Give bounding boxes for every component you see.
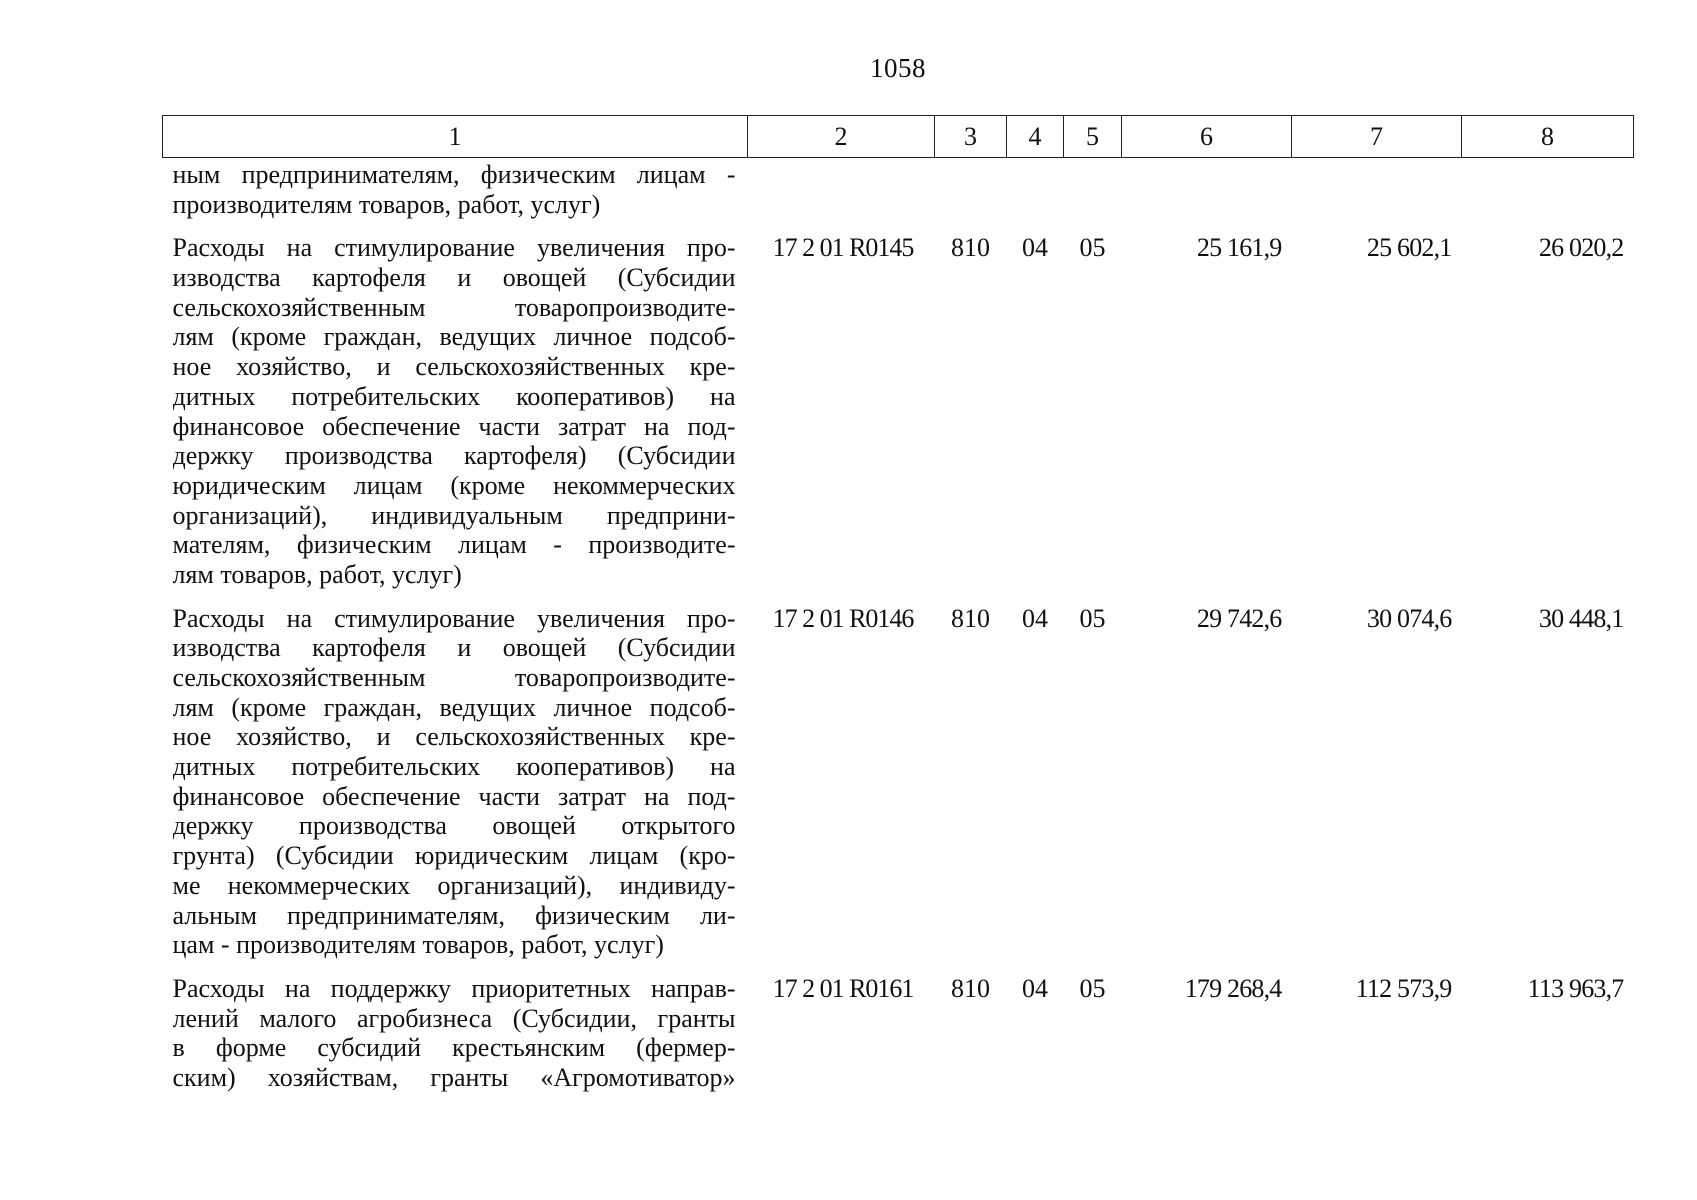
continuation-row xyxy=(163,158,1634,220)
row-description xyxy=(163,960,748,1093)
section-code: 04 xyxy=(1022,603,1048,633)
subsection-code: 05 xyxy=(1079,973,1106,1003)
description-line: ме некоммерческих организаций), индивиду- xyxy=(172,870,736,900)
description-line: изводства картофеля и овощей (Субсидии xyxy=(172,633,736,663)
table-row xyxy=(163,219,1634,589)
amount-col-7: 112 573,9 xyxy=(1355,973,1452,1003)
header-cell-2: 2 xyxy=(748,116,935,158)
description-line: сельскохозяйственным товаропроизводите- xyxy=(172,292,736,322)
expense-type-code: 810 xyxy=(951,233,990,263)
description-line: мателям, физическим лицам - производите- xyxy=(172,530,736,560)
description-line: Расходы на стимулирование увеличения про- xyxy=(172,233,736,263)
target-article-code: 17 2 01 R0161 xyxy=(772,973,914,1003)
amount-col-8: 113 963,7 xyxy=(1527,973,1624,1003)
header-cell-8: 8 xyxy=(1462,116,1634,158)
amount-col-7: 30 074,6 xyxy=(1366,603,1452,633)
description-line: ским) хозяйствам, гранты «Агромотиватор» xyxy=(172,1062,736,1092)
continuation-description xyxy=(163,158,748,220)
description-line: дитных потребительских кооперативов) на xyxy=(172,752,736,782)
amount-col-6: 29 742,6 xyxy=(1196,603,1282,633)
amount-col-6: 25 161,9 xyxy=(1196,233,1282,263)
description-line: в форме субсидий крестьянским (фермер- xyxy=(172,1033,736,1063)
target-article-code: 17 2 01 R0146 xyxy=(772,603,914,633)
header-cell-6: 6 xyxy=(1122,116,1292,158)
description-line: производителям товаров, работ, услуг) xyxy=(172,189,601,219)
subsection-code: 05 xyxy=(1079,233,1106,263)
description-line: Расходы на стимулирование увеличения про- xyxy=(172,603,736,633)
description-line: финансовое обеспечение части затрат на под- xyxy=(172,781,736,811)
header-cell-4: 4 xyxy=(1007,116,1064,158)
description-line: держку производства овощей открытого xyxy=(172,811,736,841)
description-line: грунта) (Субсидии юридическим лицам (кро- xyxy=(172,841,736,871)
amount-col-7: 25 602,1 xyxy=(1366,233,1452,263)
row-description xyxy=(163,590,748,960)
amount-col-6: 179 268,4 xyxy=(1184,973,1282,1003)
row-description xyxy=(163,219,748,589)
description-line: лям (кроме граждан, ведущих личное подсоб- xyxy=(172,692,736,722)
description-line: юридическим лицам (кроме некоммерческих xyxy=(172,470,736,500)
table-row xyxy=(163,960,1634,1093)
description-line: ным предпринимателям, физическим лицам - xyxy=(172,160,736,189)
description-line: держку производства картофеля) (Субсидии xyxy=(172,441,736,471)
section-code: 04 xyxy=(1022,973,1048,1003)
section-code: 04 xyxy=(1022,233,1048,263)
page-number: 1058 xyxy=(870,53,926,83)
amount-col-8: 26 020,2 xyxy=(1538,233,1624,263)
budget-table xyxy=(162,115,1634,1093)
description-line: Расходы на поддержку приоритетных направ- xyxy=(172,973,736,1003)
description-line: ное хозяйство, и сельскохозяйственных кре- xyxy=(172,722,736,752)
expense-type-code: 810 xyxy=(951,973,990,1003)
description-line: дитных потребительских кооперативов) на xyxy=(172,381,736,411)
description-line: лям товаров, работ, услуг) xyxy=(172,559,462,589)
expense-type-code: 810 xyxy=(951,603,990,633)
header-row xyxy=(163,116,1634,158)
description-line: лям (кроме граждан, ведущих личное подсоб- xyxy=(172,322,736,352)
header-cell-3: 3 xyxy=(935,116,1007,158)
description-line: изводства картофеля и овощей (Субсидии xyxy=(172,263,736,293)
description-line: организаций), индивидуальным предприни- xyxy=(172,500,736,530)
amount-col-8: 30 448,1 xyxy=(1538,603,1624,633)
subsection-code: 05 xyxy=(1079,603,1106,633)
description-line: ное хозяйство, и сельскохозяйственных кре- xyxy=(172,352,736,382)
description-line: альным предпринимателям, физическим ли- xyxy=(172,900,736,930)
description-line: лений малого агробизнеса (Субсидии, гранты xyxy=(172,1003,736,1033)
description-line: финансовое обеспечение части затрат на под- xyxy=(172,411,736,441)
header-cell-5: 5 xyxy=(1064,116,1122,158)
header-cell-1: 1 xyxy=(163,116,748,158)
target-article-code: 17 2 01 R0145 xyxy=(772,233,914,263)
header-cell-7: 7 xyxy=(1292,116,1462,158)
description-line: сельскохозяйственным товаропроизводите- xyxy=(172,663,736,692)
table-row xyxy=(163,590,1634,960)
description-line: цам - производителям товаров, работ, услуг) xyxy=(172,930,664,960)
